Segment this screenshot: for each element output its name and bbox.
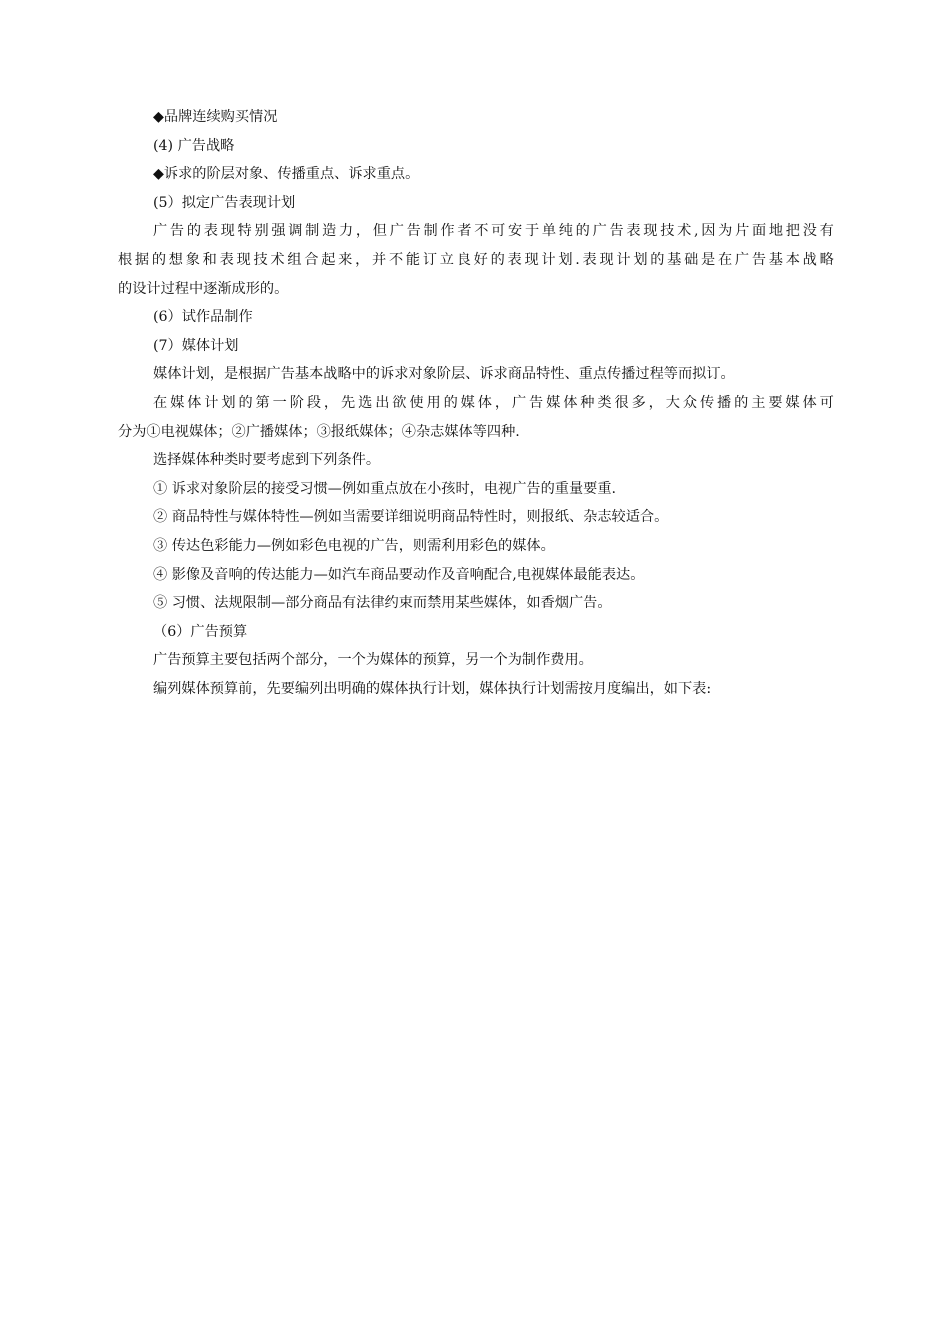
document-body [118,103,834,703]
list-item-4: ④ 影像及音响的传达能力—如汽车商品要动作及音响配合,电视媒体最能表达。 [153,566,645,583]
paragraph-budget: 广告预算主要包括两个部分，一个为媒体的预算，另一个为制作费用。 [153,652,593,669]
paragraph-expression-line-1: 广告的表现特别强调制造力，但广告制作者不可安于单纯的广告表现技术,因为片面地把没有 [153,223,834,240]
heading-ad-strategy: (4) 广告战略 [153,137,235,154]
heading-media-plan: (7）媒体计划 [153,337,239,354]
list-item-2: ② 商品特性与媒体特性—例如当需要详细说明商品特性时，则报纸、杂志较适合。 [153,509,669,526]
paragraph-media-plan: 媒体计划，是根据广告基本战略中的诉求对象阶层、诉求商品特性、重点传播过程等而拟订。 [153,366,735,383]
heading-expression-plan: (5）拟定广告表现计划 [153,194,296,211]
paragraph-budget-table: 编列媒体预算前，先要编列出明确的媒体执行计划，媒体执行计划需按月度编出，如下表: [153,680,712,697]
list-item-1: ① 诉求对象阶层的接受习惯—例如重点放在小孩时，电视广告的重量要重. [153,480,617,497]
bullet-brand-repurchase: ◆品牌连续购买情况 [153,109,278,125]
list-item-3: ③ 传达色彩能力—例如彩色电视的广告，则需利用彩色的媒体。 [153,537,555,554]
heading-sample-production: (6）试作品制作 [153,309,253,326]
list-item-5: ⑤ 习惯、法规限制—部分商品有法律约束而禁用某些媒体，如香烟广告。 [153,595,612,612]
paragraph-media-stage-line-2: 分为①电视媒体；②广播媒体；③报纸媒体；④杂志媒体等四种. [118,423,520,440]
paragraph-media-conditions: 选择媒体种类时要考虑到下列条件。 [153,452,381,469]
heading-ad-budget: （6）广告预算 [153,623,248,640]
paragraph-expression-line-2: 根据的想象和表现技术组合起来，并不能订立良好的表现计划.表现计划的基础是在广告基本战略 [118,251,834,268]
bullet-appeal-targets: ◆诉求的阶层对象、传播重点、诉求重点。 [153,166,420,183]
paragraph-media-stage-line-1: 在媒体计划的第一阶段，先选出欲使用的媒体，广告媒体种类很多，大众传播的主要媒体可 [153,394,834,411]
paragraph-expression-line-3: 的设计过程中逐渐成形的。 [118,280,289,297]
